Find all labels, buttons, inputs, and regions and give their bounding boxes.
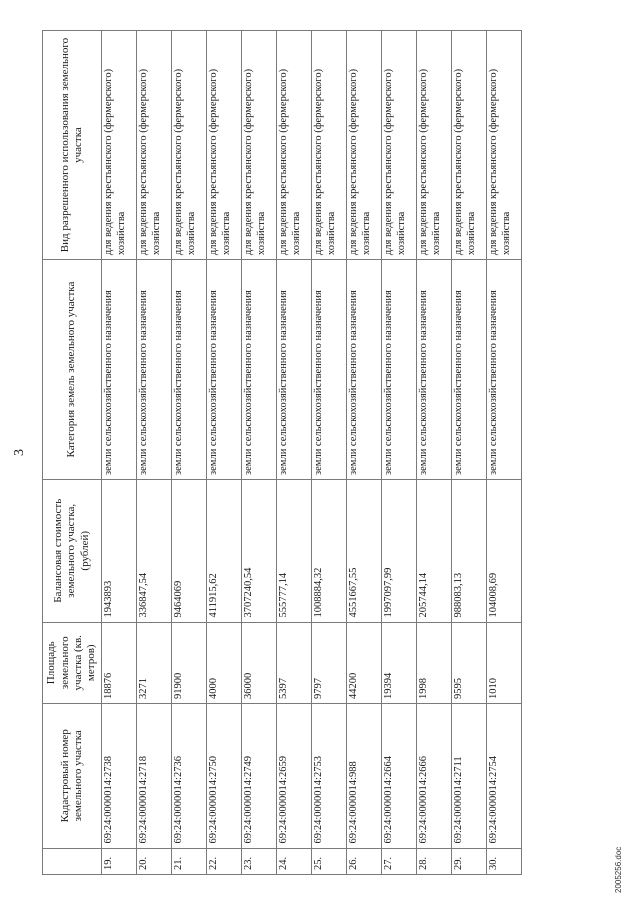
row-category: земли сельскохозяйственного назначения [242,260,277,480]
row-use: для ведения крестьянского (фермерского) хозяйства [102,31,137,260]
table-row [487,31,522,875]
row-cost: 411915,62 [207,480,242,623]
row-category: земли сельскохозяйственного назначения [312,260,347,480]
header-cadastral: Кадастровый номер земельного участка [43,703,102,848]
row-cadastral: 69:24:0000014:2754 [487,703,522,848]
row-area: 91900 [172,622,207,703]
row-cadastral: 69:24:0000014:2750 [207,703,242,848]
row-cost: 336847,54 [137,480,172,623]
row-use: для ведения крестьянского (фермерского) хозяйства [452,31,487,260]
table-row [312,31,347,875]
table-row [382,31,417,875]
row-category: земли сельскохозяйственного назначения [137,260,172,480]
row-cost: 988083,13 [452,480,487,623]
table-header-row [43,31,102,875]
row-area: 18876 [102,622,137,703]
table-row [137,31,172,875]
page-number: 3 [12,449,27,456]
row-use: для ведения крестьянского (фермерского) хозяйства [207,31,242,260]
row-number: 27. [382,848,417,874]
row-cost: 3707240,54 [242,480,277,623]
row-cadastral: 69:24:0000014:2753 [312,703,347,848]
row-cadastral: 69:24:0000014:2664 [382,703,417,848]
row-cadastral: 69:24:0000014:2711 [452,703,487,848]
row-category: земли сельскохозяйственного назначения [382,260,417,480]
table-row [417,31,452,875]
row-area: 9595 [452,622,487,703]
row-category: земли сельскохозяйственного назначения [417,260,452,480]
row-use: для ведения крестьянского (фермерского) хозяйства [417,31,452,260]
row-number: 30. [487,848,522,874]
table-row [102,31,137,875]
row-area: 36000 [242,622,277,703]
row-number: 20. [137,848,172,874]
row-cost: 1943893 [102,480,137,623]
row-cost: 1997097,99 [382,480,417,623]
header-number [43,848,102,874]
row-number: 19. [102,848,137,874]
header-cost: Балансовая стоимость земельного участка, (рублей) [43,480,102,623]
row-number: 26. [347,848,382,874]
land-plots-table [42,30,522,875]
row-category: земли сельскохозяйственного назначения [102,260,137,480]
row-use: для ведения крестьянского (фермерского) хозяйства [172,31,207,260]
row-cost: 1008884,32 [312,480,347,623]
table-row [452,31,487,875]
row-use: для ведения крестьянского (фермерского) хозяйства [487,31,522,260]
row-category: земли сельскохозяйственного назначения [277,260,312,480]
row-cost: 205744,14 [417,480,452,623]
row-number: 24. [277,848,312,874]
header-area: Площадь земельного участка (кв. метров) [43,622,102,703]
row-cadastral: 69:24:0000014:2749 [242,703,277,848]
row-cadastral: 69:24:0000014:2738 [102,703,137,848]
row-number: 28. [417,848,452,874]
row-number: 22. [207,848,242,874]
row-category: земли сельскохозяйственного назначения [172,260,207,480]
row-category: земли сельскохозяйственного назначения [347,260,382,480]
row-category: земли сельскохозяйственного назначения [207,260,242,480]
row-area: 9797 [312,622,347,703]
row-use: для ведения крестьянского (фермерского) хозяйства [137,31,172,260]
row-area: 4000 [207,622,242,703]
table-row [207,31,242,875]
row-category: земли сельскохозяйственного назначения [487,260,522,480]
row-number: 21. [172,848,207,874]
footer-file-code: 2005256.doc [614,846,623,893]
row-use: для ведения крестьянского (фермерского) хозяйства [312,31,347,260]
row-cost: 4551667,55 [347,480,382,623]
row-cadastral: 69:24:0000014:988 [347,703,382,848]
row-cost: 104008,69 [487,480,522,623]
row-area: 1010 [487,622,522,703]
header-category: Категория земель земельного участка [43,260,102,480]
row-use: для ведения крестьянского (фермерского) хозяйства [382,31,417,260]
row-area: 5397 [277,622,312,703]
table-row [172,31,207,875]
row-cadastral: 69:24:0000014:2736 [172,703,207,848]
row-area: 1998 [417,622,452,703]
row-use: для ведения крестьянского (фермерского) хозяйства [242,31,277,260]
row-number: 23. [242,848,277,874]
row-category: земли сельскохозяйственного назначения [452,260,487,480]
header-use: Вид разрешенного использования земельного участка [43,31,102,260]
row-use: для ведения крестьянского (фермерского) хозяйства [277,31,312,260]
row-area: 19394 [382,622,417,703]
row-cost: 9464069 [172,480,207,623]
table-row [277,31,312,875]
table-row [242,31,277,875]
row-cadastral: 69:24:0000014:2659 [277,703,312,848]
row-number: 25. [312,848,347,874]
row-area: 44200 [347,622,382,703]
row-cost: 555777,14 [277,480,312,623]
row-use: для ведения крестьянского (фермерского) хозяйства [347,31,382,260]
row-area: 3271 [137,622,172,703]
row-cadastral: 69:24:0000014:2666 [417,703,452,848]
row-cadastral: 69:24:0000014:2718 [137,703,172,848]
row-number: 29. [452,848,487,874]
table-row [347,31,382,875]
